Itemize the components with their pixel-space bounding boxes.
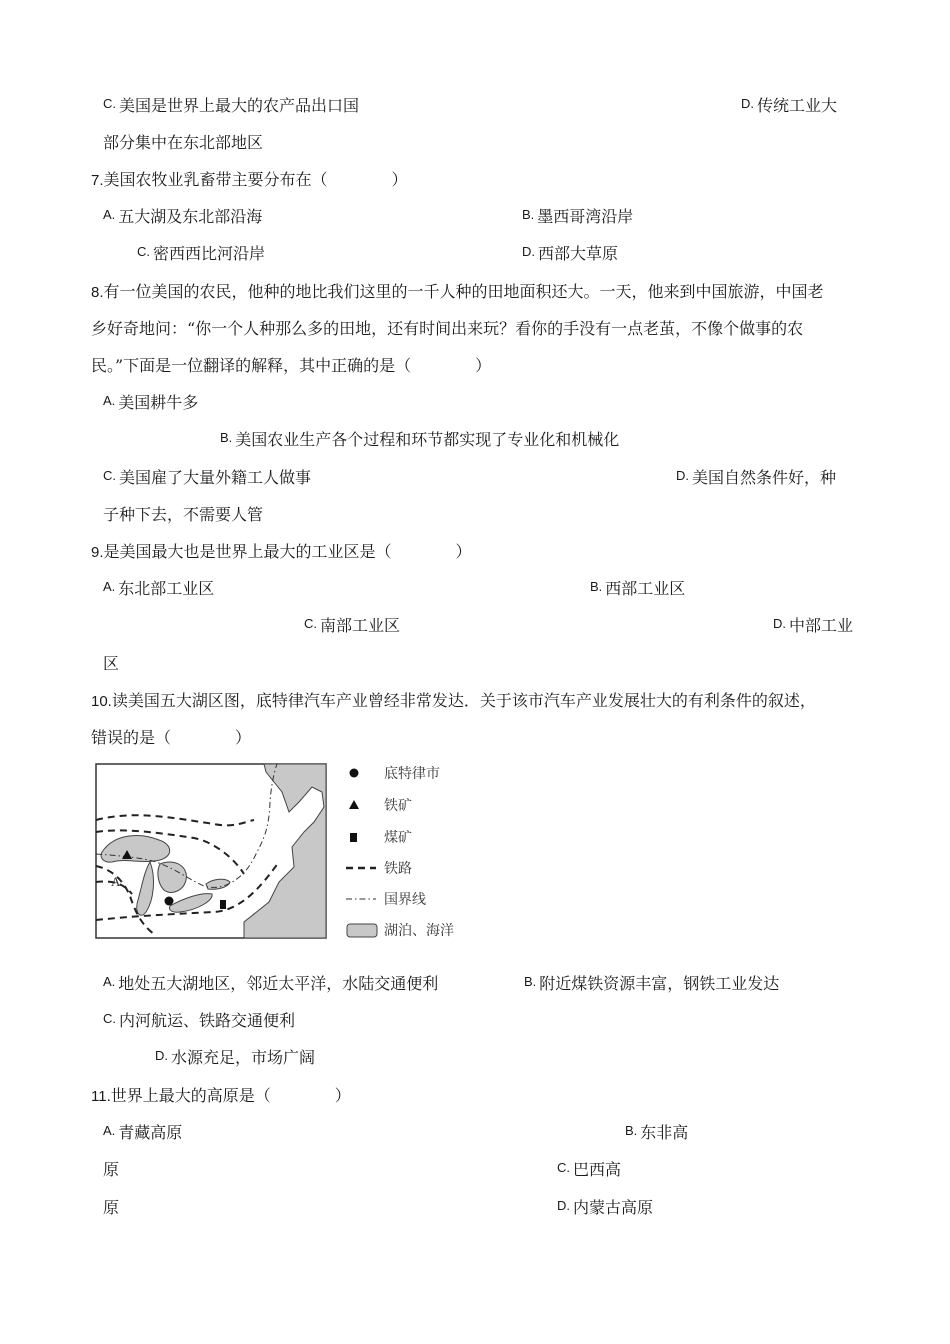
question-number: 7. bbox=[91, 172, 104, 189]
question-number: 9. bbox=[91, 544, 104, 561]
q8-option-b[interactable] bbox=[220, 430, 619, 451]
option-letter: B. bbox=[625, 1123, 638, 1138]
legend-iron-label: 铁矿 bbox=[384, 798, 412, 814]
great-lakes-map bbox=[94, 762, 466, 942]
q7-stem bbox=[91, 170, 408, 191]
q9-option-b[interactable] bbox=[590, 579, 685, 600]
option-letter: C. bbox=[557, 1160, 570, 1175]
legend-coal-label: 煤矿 bbox=[384, 830, 412, 846]
q10-option-c[interactable] bbox=[103, 1011, 295, 1032]
legend-border-label: 国界线 bbox=[384, 892, 426, 908]
q7-option-c[interactable] bbox=[137, 244, 265, 265]
q10-option-d[interactable] bbox=[155, 1048, 315, 1069]
option-letter: A. bbox=[103, 1123, 116, 1138]
q9-option-c[interactable] bbox=[304, 616, 400, 637]
legend-coal-symbol bbox=[350, 833, 357, 842]
option-letter: A. bbox=[103, 579, 116, 594]
question-text: 是美国最大也是世界上最大的工业区是（ ） bbox=[103, 542, 472, 561]
q8-stem-line2: 乡好奇地问：“你一个人种那么多的田地，还有时间出来玩？看你的手没有一点老茧，不像个做事的农 bbox=[91, 319, 804, 338]
q11-option-d[interactable] bbox=[557, 1198, 653, 1219]
lake-huron bbox=[158, 862, 186, 892]
option-letter: C. bbox=[103, 468, 116, 483]
legend-iron-symbol bbox=[349, 800, 359, 809]
q6-option-d[interactable] bbox=[741, 96, 837, 117]
question-text: 有一位美国的农民，他种的地比我们这里的一千人种的田地面积还大。一天，他来到中国旅游，中国老 bbox=[103, 282, 824, 301]
option-letter: C. bbox=[304, 616, 317, 631]
question-text: 美国农牧业乳畜带主要分布在（ ） bbox=[103, 170, 408, 189]
legend-detroit-label: 底特律市 bbox=[384, 766, 440, 782]
legend-detroit-symbol bbox=[350, 769, 359, 778]
option-text: 美国是世界上最大的农产品出口国 bbox=[119, 96, 360, 115]
q8-stem-line3: 民。”下面是一位翻译的解释，其中正确的是（ ） bbox=[91, 356, 492, 375]
option-letter: C. bbox=[103, 1011, 116, 1026]
option-letter: C. bbox=[103, 96, 116, 111]
option-letter: C. bbox=[137, 244, 150, 259]
option-text: 美国耕牛多 bbox=[118, 393, 199, 412]
q9-option-d[interactable] bbox=[773, 616, 853, 637]
option-text: 西部大草原 bbox=[538, 244, 619, 263]
option-letter: D. bbox=[773, 616, 786, 631]
q9-stem bbox=[91, 542, 472, 563]
q8-stem-line1 bbox=[91, 282, 824, 303]
q7-option-d[interactable] bbox=[522, 244, 618, 265]
option-letter: D. bbox=[741, 96, 754, 111]
legend-lake-symbol bbox=[347, 924, 377, 937]
option-text: 墨西哥湾沿岸 bbox=[537, 207, 634, 226]
q9-option-a[interactable] bbox=[103, 579, 214, 600]
q11-option-a-continued: 原 bbox=[103, 1160, 120, 1179]
q8-option-c[interactable] bbox=[103, 468, 311, 489]
q11-option-a[interactable] bbox=[103, 1123, 182, 1144]
option-letter: D. bbox=[155, 1048, 168, 1063]
option-text: 东北部工业区 bbox=[118, 579, 215, 598]
question-number: 10. bbox=[91, 693, 112, 710]
coal-mine-marker bbox=[220, 900, 226, 909]
option-text: 内蒙古高原 bbox=[573, 1198, 654, 1217]
q7-option-a[interactable] bbox=[103, 207, 262, 228]
question-number: 11. bbox=[91, 1088, 111, 1105]
question-text: 读美国五大湖区图，底特律汽车产业曾经非常发达．关于该市汽车产业发展壮大的有利条件的叙述， bbox=[111, 691, 816, 710]
legend-lake-label: 湖泊、海洋 bbox=[384, 923, 454, 939]
legend-railway-label: 铁路 bbox=[384, 861, 412, 877]
q6-option-c[interactable] bbox=[103, 96, 359, 117]
q9-option-d-continued: 区 bbox=[103, 654, 120, 673]
q8-option-d[interactable] bbox=[676, 468, 836, 489]
option-text: 内河航运、铁路交通便利 bbox=[119, 1011, 296, 1030]
option-letter: A. bbox=[103, 207, 116, 222]
option-text: 美国农业生产各个过程和环节都实现了专业化和机械化 bbox=[235, 430, 620, 449]
question-number: 8. bbox=[91, 284, 104, 301]
option-text: 五大湖及东北部沿海 bbox=[118, 207, 263, 226]
option-text: 巴西高 bbox=[573, 1160, 622, 1179]
option-letter: D. bbox=[557, 1198, 570, 1213]
q10-stem-line1 bbox=[91, 691, 816, 712]
q8-option-a[interactable] bbox=[103, 393, 198, 414]
option-text: 中部工业 bbox=[789, 616, 854, 635]
question-text: 世界上最大的高原是（ ） bbox=[110, 1086, 351, 1105]
detroit-marker bbox=[165, 897, 174, 906]
option-letter: D. bbox=[676, 468, 689, 483]
option-letter: B. bbox=[524, 974, 537, 989]
q11-option-c[interactable] bbox=[557, 1160, 621, 1181]
q10-option-a[interactable] bbox=[103, 974, 438, 995]
option-text: 水源充足，市场广阔 bbox=[171, 1048, 316, 1067]
q11-option-b-continued: 原 bbox=[103, 1198, 120, 1217]
q11-option-b[interactable] bbox=[625, 1123, 688, 1144]
q10-stem-line2: 错误的是（ ） bbox=[91, 728, 252, 747]
option-text: 东非高 bbox=[640, 1123, 689, 1142]
q8-option-d-continued: 子种下去，不需要人管 bbox=[103, 505, 264, 524]
option-text: 附近煤铁资源丰富，钢铁工业发达 bbox=[539, 974, 780, 993]
option-text: 美国自然条件好，种 bbox=[692, 468, 837, 487]
option-text: 西部工业区 bbox=[605, 579, 686, 598]
q6-option-d-continued: 部分集中在东北部地区 bbox=[103, 133, 264, 152]
map-legend bbox=[346, 765, 454, 939]
option-text: 地处五大湖地区，邻近太平洋，水陆交通便利 bbox=[118, 974, 439, 993]
option-letter: B. bbox=[220, 430, 233, 445]
option-letter: A. bbox=[103, 974, 116, 989]
option-text: 青藏高原 bbox=[118, 1123, 183, 1142]
option-text: 传统工业大 bbox=[757, 96, 838, 115]
option-letter: B. bbox=[590, 579, 603, 594]
option-text: 美国雇了大量外籍工人做事 bbox=[119, 468, 312, 487]
option-text: 密西西比河沿岸 bbox=[153, 244, 266, 263]
option-letter: D. bbox=[522, 244, 535, 259]
option-letter: B. bbox=[522, 207, 535, 222]
q10-option-b[interactable] bbox=[524, 974, 779, 995]
option-text: 南部工业区 bbox=[320, 616, 401, 635]
region-label-a: A bbox=[111, 874, 121, 889]
q7-option-b[interactable] bbox=[522, 207, 633, 228]
q11-stem bbox=[91, 1086, 351, 1107]
option-letter: A. bbox=[103, 393, 116, 408]
